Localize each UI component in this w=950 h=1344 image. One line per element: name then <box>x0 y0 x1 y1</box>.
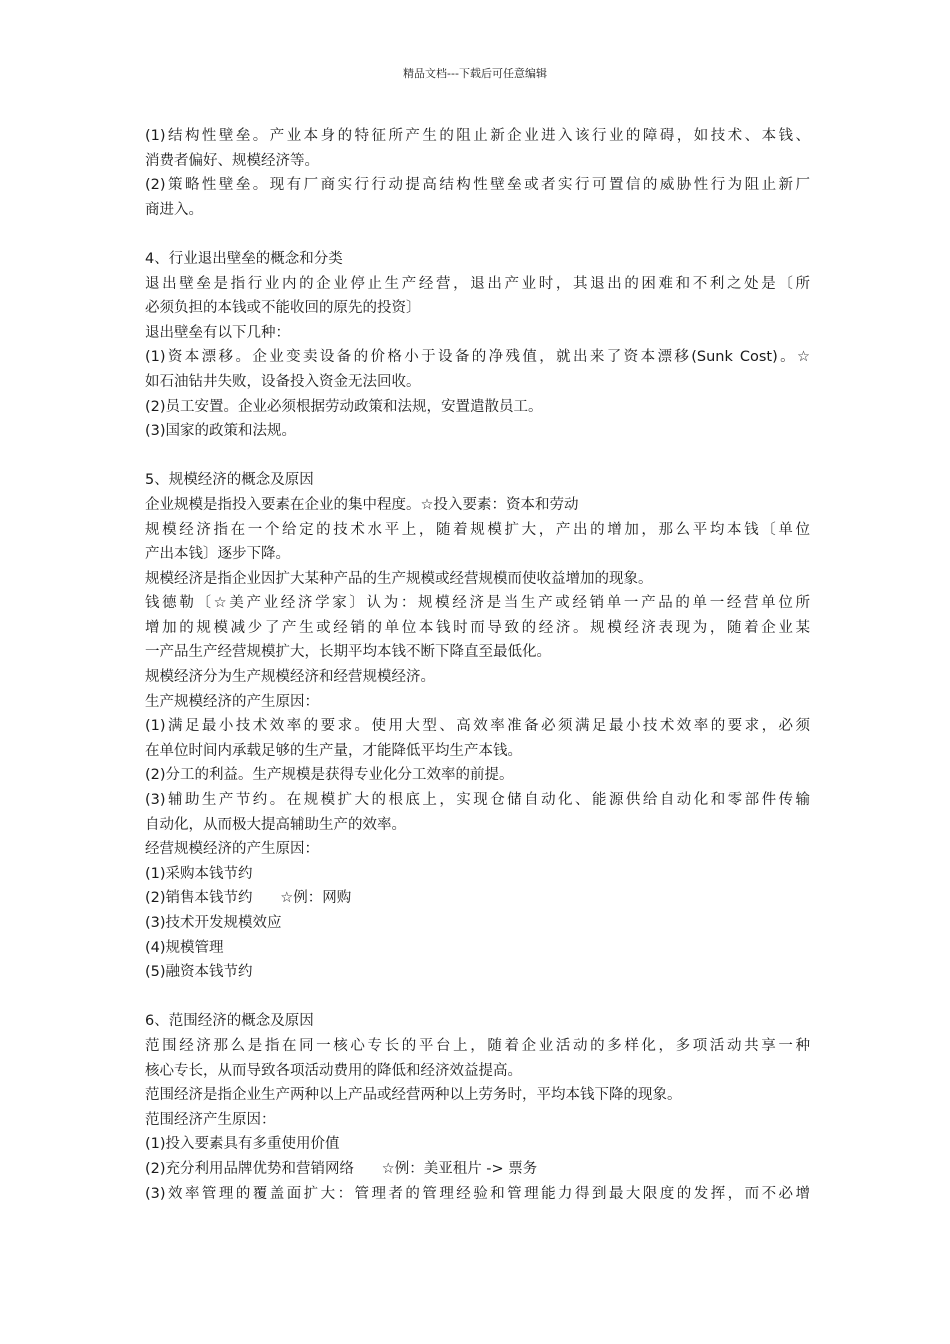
text-line: (4)规模管理 <box>145 939 224 956</box>
text-line: 范围经济那么是指在同一核心专长的平台上，随着企业活动的多样化，多项活动共享一种 <box>145 1037 810 1054</box>
text-line: 消费者偏好、规模经济等。 <box>145 152 319 169</box>
text-line: 产出本钱〕逐步下降。 <box>145 546 290 563</box>
text-line: 核心专长，从而导致各项活动费用的降低和经济效益提高。 <box>145 1062 522 1079</box>
text-line: (3)技术开发规模效应 <box>145 915 282 931</box>
text-line: 增加的规模减少了产生或经销的单位本钱时而导致的经济。规模经济表现为，随着企业某 <box>145 619 810 636</box>
text-line: (2)销售本钱节约 ☆例：网购 <box>145 890 352 907</box>
text-line: (2)分工的利益。生产规模是获得专业化分工效率的前提。 <box>145 767 514 784</box>
text-line: 一产品生产经营规模扩大，长期平均本钱不断下降直至最低化。 <box>145 644 551 661</box>
text-line: (3)效率管理的覆盖面扩大：管理者的管理经验和管理能力得到最大限度的发挥，而不必增 <box>145 1185 810 1202</box>
text-line: 退出壁垒有以下几种： <box>145 324 290 341</box>
text-line: (3)国家的政策和法规。 <box>145 423 297 440</box>
text-line: (1)采购本钱节约 <box>145 865 253 882</box>
section-heading: 5、规模经济的概念及原因 <box>145 472 314 489</box>
text-line: (1)结构性壁垒。产业本身的特征所产生的阻止新企业进入该行业的障碍，如技术、本钱、 <box>145 128 810 144</box>
section-heading: 6、范围经济的概念及原因 <box>145 1013 314 1030</box>
text-line: 范围经济产生原因： <box>145 1111 276 1128</box>
text-line: (3)辅助生产节约。在规模扩大的根底上，实现仓储自动化、能源供给自动化和零部件传输 <box>145 792 810 809</box>
text-line: (2)员工安置。企业必须根据劳动政策和法规，安置遣散员工。 <box>145 398 543 415</box>
text-line: 生产规模经济的产生原因： <box>145 693 319 710</box>
section-heading: 4、行业退出壁垒的概念和分类 <box>145 250 343 267</box>
text-line: 规模经济指在一个给定的技术水平上，随着规模扩大，产出的增加，那么平均本钱〔单位 <box>145 521 810 538</box>
text-line: (5)融资本钱节约 <box>145 964 253 981</box>
text-line: 必须负担的本钱或不能收回的原先的投资〕 <box>145 300 421 317</box>
text-line: 规模经济是指企业因扩大某种产品的生产规模或经营规模而使收益增加的现象。 <box>145 570 653 587</box>
text-line: (2)充分利用品牌优势和营销网络 ☆例：美亚租片 -> 票务 <box>145 1160 538 1177</box>
text-line: 在单位时间内承载足够的生产量，才能降低平均生产本钱。 <box>145 742 522 759</box>
text-line: (1)投入要素具有多重使用价值 <box>145 1136 340 1153</box>
text-line: (2)策略性壁垒。现有厂商实行行动提高结构性壁垒或者实行可置信的威胁性行为阻止新厂 <box>145 177 810 194</box>
text-line: 自动化，从而极大提高辅助生产的效率。 <box>145 816 406 833</box>
text-line: (1)满足最小技术效率的要求。使用大型、高效率准备必须满足最小技术效率的要求，必须 <box>145 718 810 735</box>
blank-line <box>145 985 810 1010</box>
text-line: 企业规模是指投入要素在企业的集中程度。☆投入要素：资本和劳动 <box>145 496 579 513</box>
text-line: (1)资本漂移。企业变卖设备的价格小于设备的净残值，就出来了资本漂移(Sunk Cost)。☆ <box>145 349 810 366</box>
text-line: 如石油钻井失败，设备投入资金无法回收。 <box>145 373 421 390</box>
blank-line <box>145 222 810 247</box>
text-line: 范围经济是指企业生产两种以上产品或经营两种以上劳务时，平均本钱下降的现象。 <box>145 1087 682 1104</box>
text-line: 商进入。 <box>145 201 203 218</box>
page-header: 精品文档---下载后可任意编辑 <box>403 67 547 80</box>
text-line: 经营规模经济的产生原因： <box>145 841 319 858</box>
text-line: 钱德勒〔☆美产业经济学家〕认为：规模经济是当生产或经销单一产品的单一经营单位所 <box>145 595 810 612</box>
blank-line <box>145 444 810 469</box>
text-line: 规模经济分为生产规模经济和经营规模经济。 <box>145 669 435 686</box>
document-body <box>145 124 810 1206</box>
text-line: 退出壁垒是指行业内的企业停止生产经营，退出产业时，其退出的困难和不利之处是〔所 <box>145 275 810 292</box>
